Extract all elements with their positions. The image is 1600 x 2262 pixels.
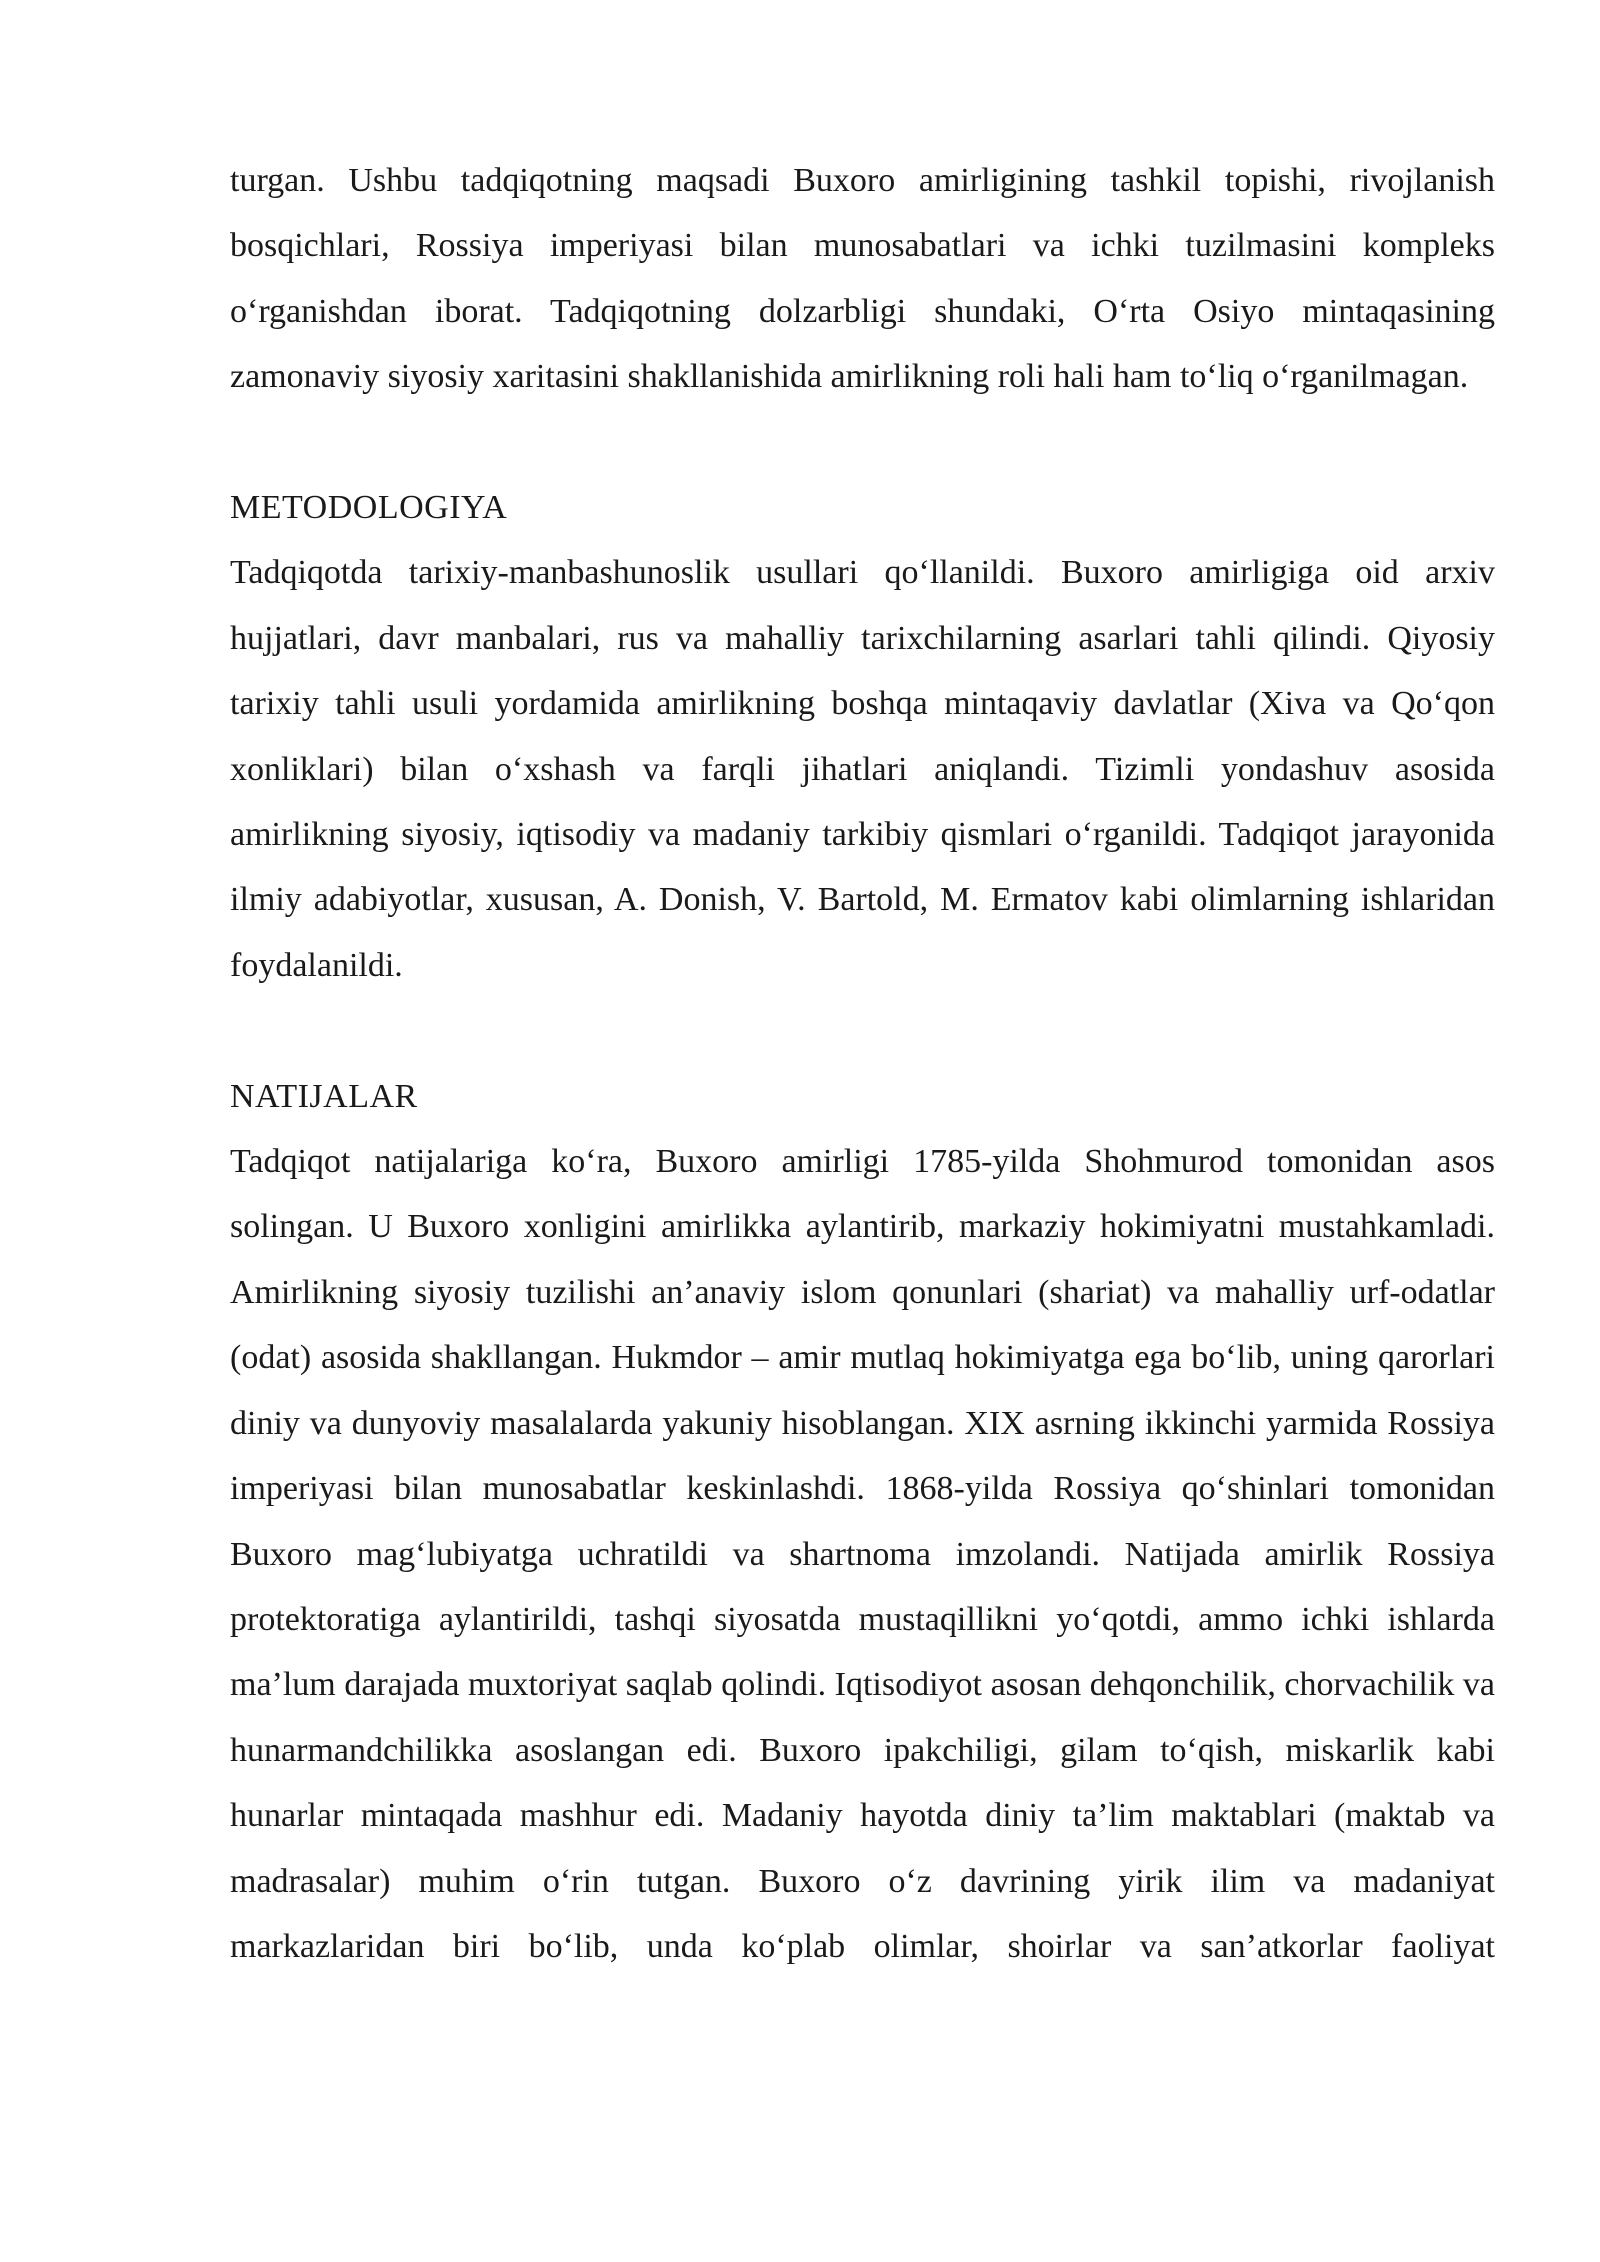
methodology-heading: METODOLOGIYA <box>230 489 508 527</box>
section-spacer <box>230 410 1495 475</box>
methodology-paragraph: Tadqiqotda tarixiy-manbashunoslik usullari qo‘llanildi. Buxoro amirligiga oid arxiv hujjatlari, davr manbalari, rus va mahalliy tarixchilarning asarlari tahli qilindi. Qiyosiy tarixiy tahli usuli yordamida amirlikning boshqa mintaqaviy davlatlar (Xiva va Qo‘qon xonliklari) bilan o‘xshash va farqli jihatlari aniqlandi. Tizimli yondashuv asosida amirlikning siyosiy, iqtisodiy va madaniy tarkibiy qismlari o‘rganildi. Tadqiqot jarayonida ilmiy adabiyotlar, xususan, A. Donish, V. Bartold, M. Ermatov kabi olimlarning ishlaridan foydalanildi. <box>230 554 1495 984</box>
document-page <box>230 148 1495 1979</box>
results-heading: NATIJALAR <box>230 1077 418 1115</box>
section-spacer <box>230 998 1495 1063</box>
intro-paragraph: turgan. Ushbu tadqiqotning maqsadi Buxoro amirligining tashkil topishi, rivojlanish bosqichlari, Rossiya imperiyasi bilan munosabatlari va ichki tuzilmasini kompleks o‘rganishdan iborat. Tadqiqotning dolzarbligi shundaki, O‘rta Osiyo mintaqasining zamonaviy siyosiy xaritasini shakllanishida amirlikning roli hali ham to‘liq o‘rganilmagan. <box>230 162 1495 396</box>
results-paragraph: Tadqiqot natijalariga ko‘ra, Buxoro amirligi 1785-yilda Shohmurod tomonidan asos solingan. U Buxoro xonligini amirlikka aylantirib, markaziy hokimiyatni mustahkamladi. Amirlikning siyosiy tuzilishi an’anaviy islom qonunlari (shariat) va mahalliy urf-odatlar (odat) asosida shakllangan. Hukmdor – amir mutlaq hokimiyatga ega bo‘lib, uning qarorlari diniy va dunyoviy masalalarda yakuniy hisoblangan. XIX asrning ikkinchi yarmida Rossiya imperiyasi bilan munosabatlar keskinlashdi. 1868-yilda Rossiya qo‘shinlari tomonidan Buxoro mag‘lubiyatga uchratildi va shartnoma imzolandi. Natijada amirlik Rossiya protektoratiga aylantirildi, tashqi siyosatda mustaqillikni yo‘qotdi, ammo ichki ishlarda ma’lum darajada muxtoriyat saqlab qolindi. Iqtisodiyot asosan dehqonchilik, chorvachilik va hunarmandchilikka asoslangan edi. Buxoro ipakchiligi, gilam to‘qish, miskarlik kabi hunarlar mintaqada mashhur edi. Madaniy hayotda diniy ta’lim maktablari (maktab va madrasalar) muhim o‘rin tutgan. Buxoro o‘z davrining yirik ilim va madaniyat markazlaridan biri bo‘lib, unda ko‘plab olimlar, shoirlar va san’atkorlar faoliyat <box>230 1143 1495 1965</box>
